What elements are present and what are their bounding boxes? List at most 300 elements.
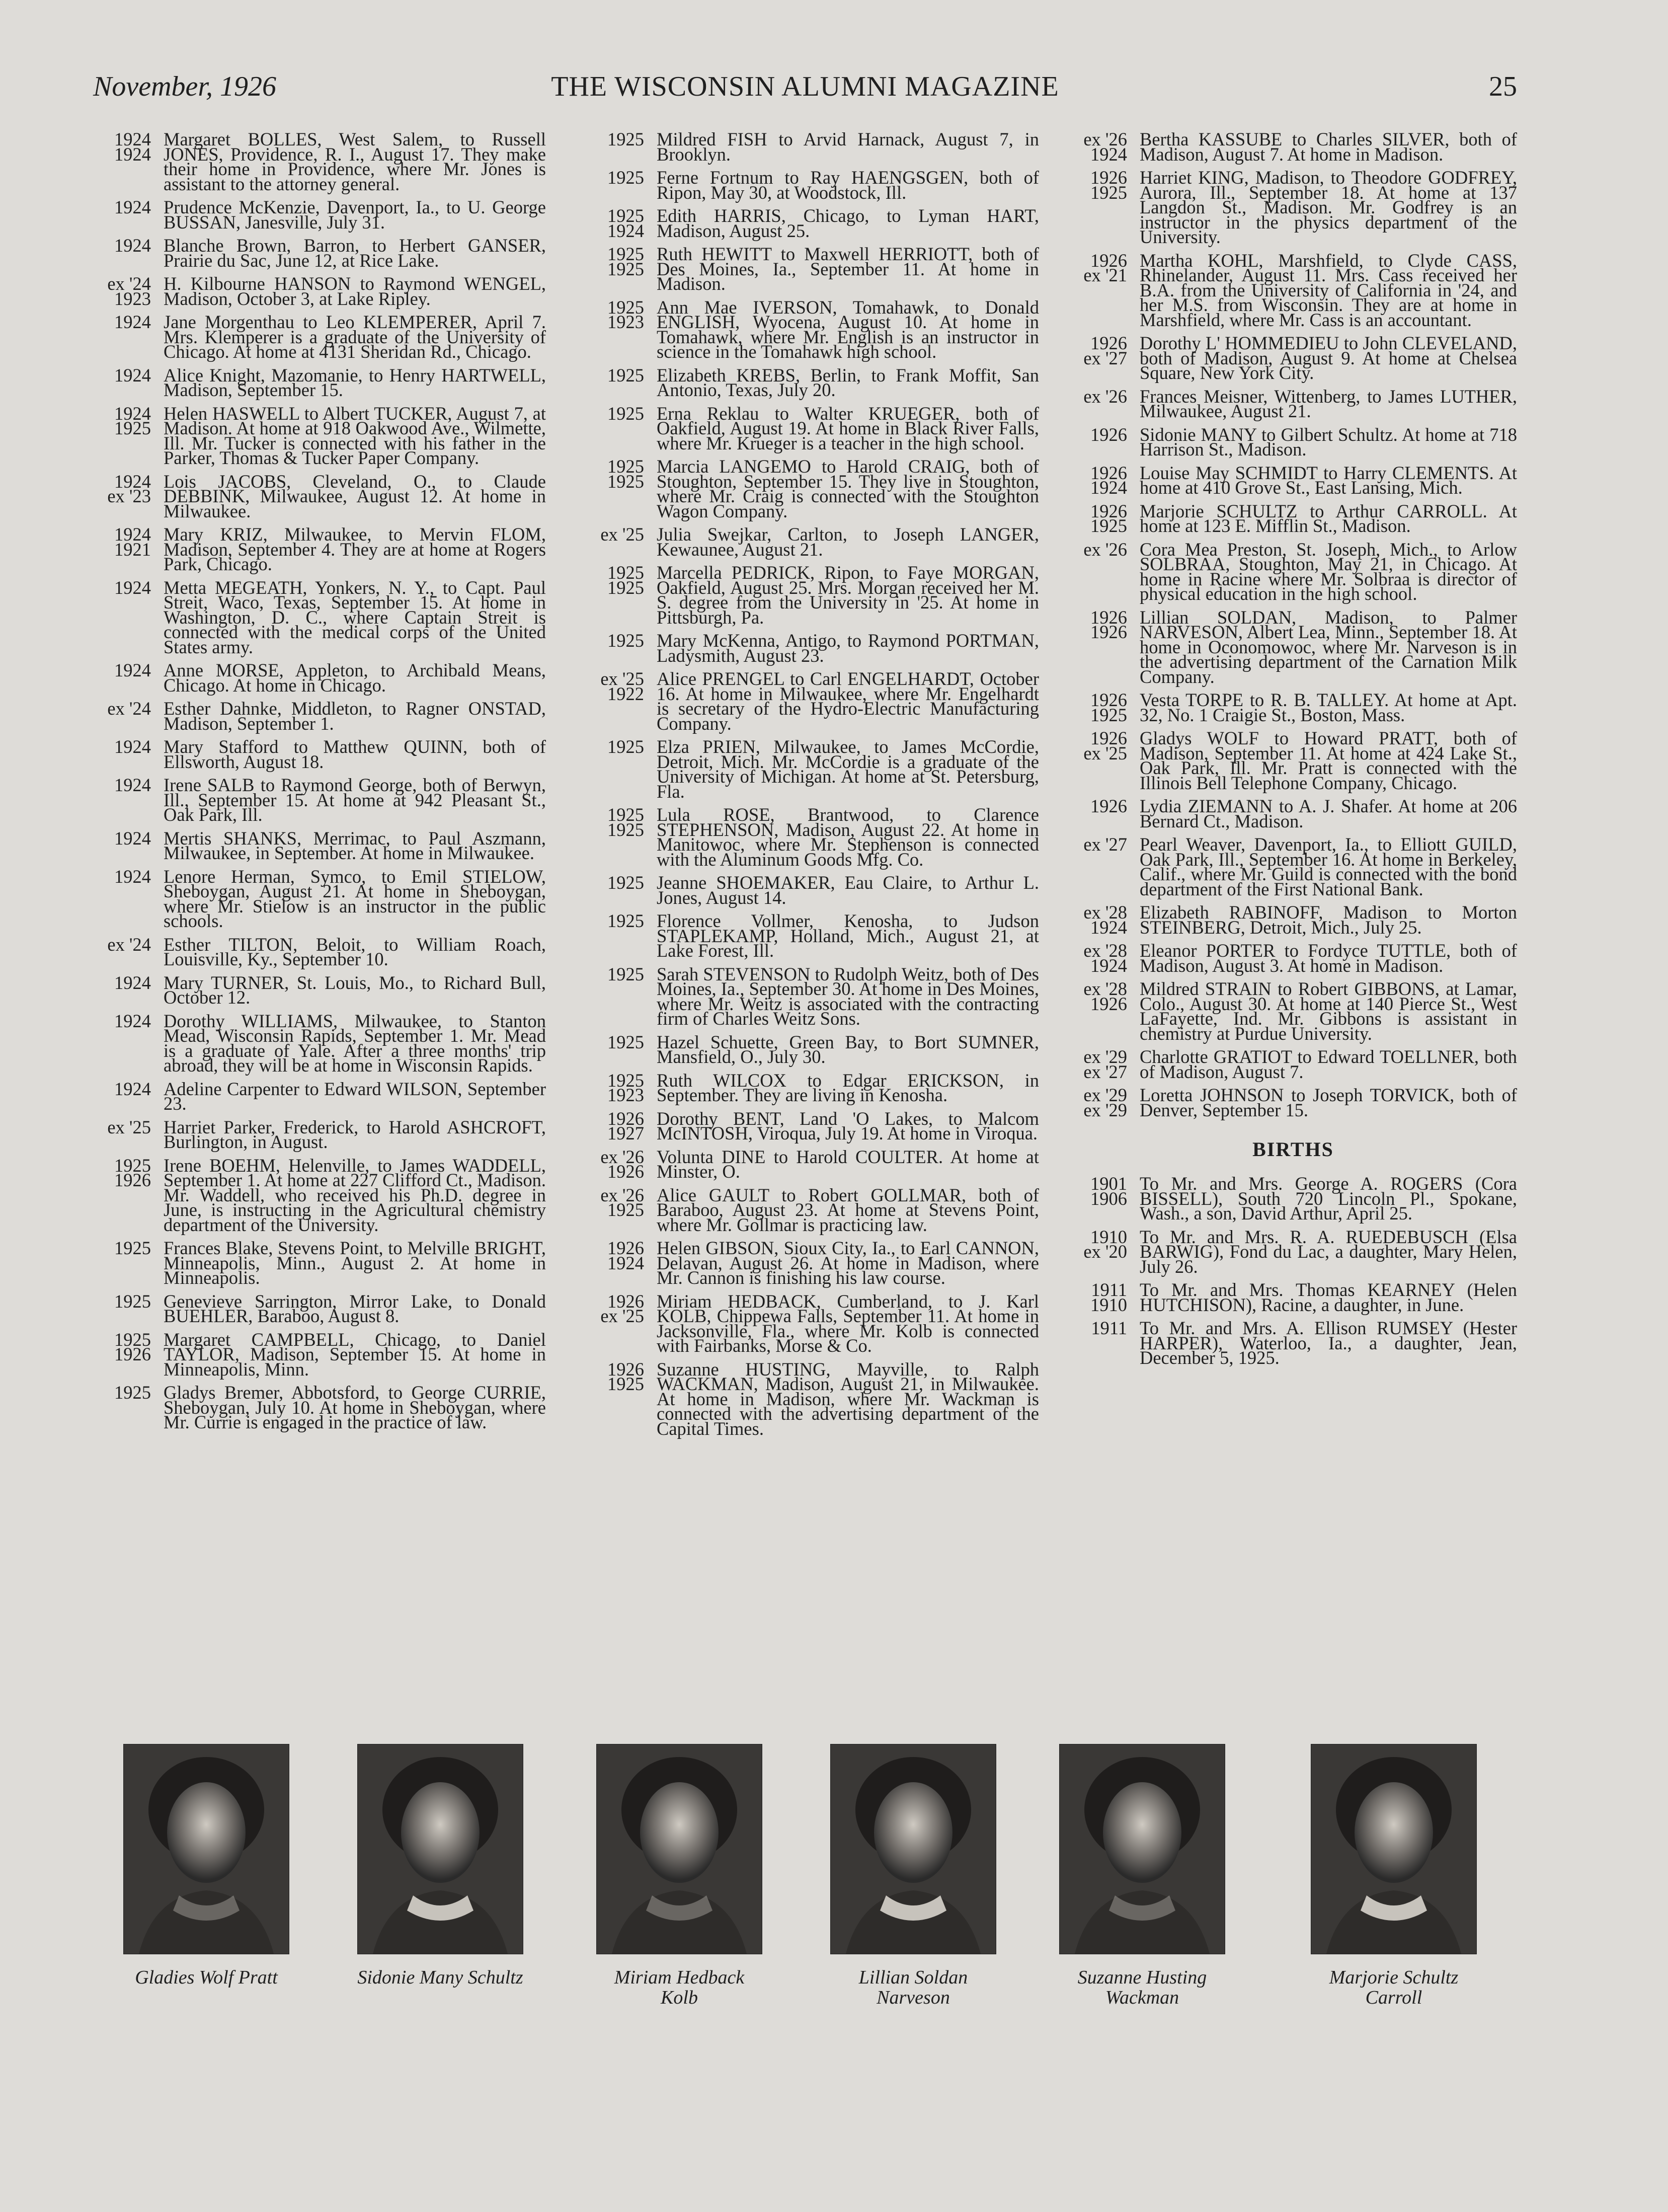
class-year: 1924 xyxy=(114,364,151,386)
class-year: 1925 xyxy=(607,403,644,424)
class-years xyxy=(1069,462,1140,498)
class-year: 1925 xyxy=(607,804,644,825)
marriage-entry xyxy=(586,630,1039,666)
announcement-text: Ann Mae IVERSON, Tomahawk, to Donald ENGLISH, Wyocena, August 10. At home in Tomahawk, where Mr. English is an instructor in science in the Tomahawk high school. xyxy=(657,296,1039,362)
portrait xyxy=(596,1744,762,2008)
announcement-text: To Mr. and Mrs. George A. ROGERS (Cora BISSELL), South 720 Lincoln Pl., Spokane, Wash., a son, David Arthur, April 25. xyxy=(1140,1173,1517,1224)
portrait-photo xyxy=(1059,1744,1225,1954)
marriage-entry xyxy=(93,273,546,309)
marriage-entry xyxy=(93,1010,546,1076)
class-years xyxy=(93,1238,164,1285)
class-years xyxy=(1069,796,1140,828)
class-years xyxy=(586,129,657,162)
class-year: ex '26 xyxy=(1083,539,1127,560)
class-year: 1926 xyxy=(607,1108,644,1129)
announcement-text: Sarah STEVENSON to Rudolph Weitz, both of Des Moines, Ia., September 30. At home in Des Moines, where Mr. Weitz is associated with the contracting firm of Charles Weitz Sons. xyxy=(657,963,1039,1029)
class-year: ex '26 xyxy=(600,1146,644,1167)
announcement-text: Anne MORSE, Appleton, to Archibald Means, Chicago. At home in Chicago. xyxy=(164,660,546,696)
class-year: ex '20 xyxy=(1083,1241,1127,1262)
marriage-entry xyxy=(586,1238,1039,1288)
class-years xyxy=(586,562,657,625)
class-year: 1911 xyxy=(1091,1318,1127,1338)
announcement-text: Lillian SOLDAN, Madison, to Palmer NARVESON, Albert Lea, Minn., September 18. At home in Oconomowoc, where Mr. Narveson is in the advertising department of the Carnation Milk Company. xyxy=(1140,606,1517,687)
class-year: ex '25 xyxy=(1083,742,1127,764)
marriage-entry xyxy=(1069,386,1517,421)
class-years xyxy=(586,364,657,398)
class-year: 1924 xyxy=(114,1010,151,1031)
class-year: 1923 xyxy=(607,312,644,332)
marriage-entry xyxy=(586,1070,1039,1105)
portrait-photo xyxy=(357,1744,523,1954)
marriage-entry xyxy=(586,403,1039,453)
marriage-entry xyxy=(93,471,546,521)
class-year: ex '24 xyxy=(107,273,151,294)
class-year: ex '21 xyxy=(1083,265,1127,285)
marriage-entry xyxy=(93,972,546,1008)
class-year: 1925 xyxy=(607,1070,644,1091)
class-year: 1924 xyxy=(114,235,151,256)
class-year: 1924 xyxy=(114,736,151,757)
portrait-photo xyxy=(123,1744,289,1954)
announcement-text: Harriet KING, Madison, to Theodore GODFREY, Aurora, Ill., September 18. At home at 137 Langdon St., Madison. Mr. Godfrey is an instructor in the physics department of the University. xyxy=(1140,167,1517,247)
portrait-photo xyxy=(1311,1744,1477,1954)
announcement-text: H. Kilbourne HANSON to Raymond WENGEL, Madison, October 3, at Lake Ripley. xyxy=(164,273,546,309)
class-years xyxy=(586,1146,657,1182)
marriage-entry xyxy=(93,775,546,825)
announcement-text: Adeline Carpenter to Edward WILSON, September 23. xyxy=(164,1078,546,1114)
class-years xyxy=(93,235,164,268)
class-year: 1924 xyxy=(114,471,151,492)
announcement-text: Genevieve Sarrington, Mirror Lake, to Donald BUEHLER, Baraboo, August 8. xyxy=(164,1290,546,1326)
marriage-entry xyxy=(93,1382,546,1432)
class-year: ex '28 xyxy=(1083,940,1127,961)
class-year: 1924 xyxy=(607,220,644,241)
class-year: 1924 xyxy=(114,197,151,217)
marriage-entry xyxy=(586,244,1039,294)
class-year: ex '28 xyxy=(1083,902,1127,923)
births-heading: BIRTHS xyxy=(1252,1138,1334,1161)
class-year: 1925 xyxy=(607,1199,644,1220)
marriage-entry xyxy=(1069,333,1517,383)
marriage-entry xyxy=(586,963,1039,1029)
class-years xyxy=(1069,333,1140,380)
class-year: 1924 xyxy=(114,660,151,680)
page-number: 25 xyxy=(1489,71,1517,102)
class-year: ex '26 xyxy=(1083,129,1127,149)
announcement-text: Pearl Weaver, Davenport, Ia., to Elliott GUILD, Oak Park, Ill., September 16. At home in Berkeley, Calif., where Mr. Guild is connected with the bond department of the First National Bank. xyxy=(1140,834,1517,899)
announcement-text: Louise May SCHMIDT to Harry CLEMENTS. At home at 410 Grove St., East Lansing, Mich. xyxy=(1140,462,1517,498)
class-year: ex '24 xyxy=(107,698,151,719)
birth-entry xyxy=(1069,1226,1517,1277)
class-year: 1925 xyxy=(607,630,644,651)
announcement-text: Hazel Schuette, Green Bay, to Bort SUMNER, Mansfield, O., July 30. xyxy=(657,1031,1039,1067)
class-years xyxy=(586,1358,657,1436)
marriage-entry xyxy=(93,312,546,362)
announcement-text: Frances Blake, Stevens Point, to Melville BRIGHT, Minneapolis, Minn., August 2. At home in Minneapolis. xyxy=(164,1238,546,1288)
class-years xyxy=(93,577,164,655)
class-year: 1924 xyxy=(114,972,151,993)
marriage-entry xyxy=(586,1146,1039,1182)
class-year: 1927 xyxy=(607,1123,644,1143)
class-year: 1925 xyxy=(607,129,644,149)
class-years xyxy=(93,736,164,769)
portrait-caption: Suzanne Husting Wackman xyxy=(1077,1967,1207,2008)
announcement-text: Esther Dahnke, Middleton, to Ragner ONSTAD, Madison, September 1. xyxy=(164,698,546,734)
class-year: 1924 xyxy=(114,312,151,332)
portrait xyxy=(1059,1744,1225,2008)
portrait xyxy=(123,1744,289,1988)
class-year: 1925 xyxy=(607,736,644,757)
announcement-text: Esther TILTON, Beloit, to William Roach, Louisville, Ky., September 10. xyxy=(164,934,546,969)
births-list xyxy=(1069,1173,1517,1368)
announcement-text: Loretta JOHNSON to Joseph TORVICK, both of Denver, September 15. xyxy=(1140,1085,1517,1120)
portrait-caption: Marjorie Schultz Carroll xyxy=(1329,1967,1459,2008)
marriage-entry xyxy=(1069,424,1517,460)
marriage-entry xyxy=(586,1358,1039,1439)
class-year: ex '26 xyxy=(1083,386,1127,407)
class-year: 1923 xyxy=(114,288,151,309)
announcement-text: Gladys WOLF to Howard PRATT, both of Madison, September 11. At home at 424 Lake St., Oak Park, Ill. Mr. Pratt is connected with the Illinois Bell Telephone Company, Chicago. xyxy=(1140,728,1517,793)
class-years xyxy=(586,403,657,451)
class-year: ex '28 xyxy=(1083,978,1127,999)
portrait-caption: Miriam Hedback Kolb xyxy=(614,1967,745,2008)
birth-entry xyxy=(1069,1279,1517,1315)
class-year: 1924 xyxy=(114,403,151,424)
class-years xyxy=(93,312,164,359)
announcement-text: Bertha KASSUBE to Charles SILVER, both of Madison, August 7. At home in Madison. xyxy=(1140,129,1517,165)
marriage-entry xyxy=(93,197,546,233)
marriage-entry xyxy=(1069,978,1517,1044)
announcement-text: Marcella PEDRICK, Ripon, to Faye MORGAN, Oakfield, August 25. Mrs. Morgan received her M. S. degree from the University in '25. At home in Pittsburgh, Pa. xyxy=(657,562,1039,628)
marriage-entry xyxy=(1069,606,1517,687)
class-year: 1925 xyxy=(114,1329,151,1350)
class-year: 1925 xyxy=(607,167,644,188)
class-years xyxy=(586,1290,657,1353)
class-years xyxy=(586,167,657,200)
announcement-text: Mary KRIZ, Milwaukee, to Mervin FLOM, Madison, September 4. They are at home at Rogers Park, Chicago. xyxy=(164,524,546,574)
class-years xyxy=(93,471,164,519)
class-year: 1926 xyxy=(607,1358,644,1380)
marriage-entry xyxy=(586,129,1039,165)
marriage-entry xyxy=(586,736,1039,802)
class-year: 1926 xyxy=(1090,250,1127,271)
class-years xyxy=(93,364,164,398)
class-year: 1926 xyxy=(114,1170,151,1190)
class-years xyxy=(586,205,657,241)
class-years xyxy=(93,866,164,929)
class-year: 1925 xyxy=(114,1238,151,1258)
marriages-continued xyxy=(1069,129,1517,1120)
marriage-entry xyxy=(586,910,1039,961)
class-year: 1925 xyxy=(1090,182,1127,203)
class-year: ex '25 xyxy=(107,1116,151,1137)
portrait xyxy=(830,1744,996,2008)
class-years xyxy=(1069,424,1140,457)
class-year: 1926 xyxy=(607,1238,644,1258)
class-year: 1921 xyxy=(114,539,151,560)
class-years xyxy=(1069,167,1140,245)
class-year: 1926 xyxy=(1090,500,1127,521)
marriage-entry xyxy=(93,1290,546,1326)
marriage-entry xyxy=(586,167,1039,203)
announcement-text: Mary McKenna, Antigo, to Raymond PORTMAN, Ladysmith, August 23. xyxy=(657,630,1039,666)
portrait xyxy=(357,1744,523,1988)
announcement-text: Cora Mea Preston, St. Joseph, Mich., to Arlow SOLBRAA, Stoughton, May 21, in Chicago. At home in Racine where Mr. Solbraa is director of physical education in the high school. xyxy=(1140,539,1517,604)
marriage-entry xyxy=(93,524,546,574)
marriage-entry xyxy=(93,577,546,657)
announcement-text: Dorothy WILLIAMS, Milwaukee, to Stanton Mead, Wisconsin Rapids, September 1. Mr. Mead is a graduate of Yale. After a three months' trip abroad, they will be at home in Wisconsin Rapids. xyxy=(164,1010,546,1076)
birth-entry xyxy=(1069,1173,1517,1224)
marriage-entry xyxy=(93,1329,546,1380)
announcement-text: Eleanor PORTER to Fordyce TUTTLE, both of Madison, August 3. At home in Madison. xyxy=(1140,940,1517,976)
announcement-text: Lydia ZIEMANN to A. J. Shafer. At home at 206 Bernard Ct., Madison. xyxy=(1140,796,1517,831)
announcement-text: Erna Reklau to Walter KRUEGER, both of Oakfield, August 19. At home in Black River Falls, where Mr. Krueger is a teacher in the high school. xyxy=(657,403,1039,453)
class-year: 1925 xyxy=(114,1290,151,1312)
class-years xyxy=(93,1010,164,1073)
class-years xyxy=(1069,386,1140,419)
announcement-text: Lenore Herman, Symco, to Emil STIELOW, Sheboygan, August 21. At home in Sheboygan, where Mr. Stielow is an instructor in the public schools. xyxy=(164,866,546,931)
marriage-entry xyxy=(586,296,1039,362)
class-years xyxy=(586,296,657,359)
marriage-entry xyxy=(586,872,1039,908)
marriage-entry xyxy=(1069,500,1517,536)
class-year: 1925 xyxy=(607,258,644,279)
class-years xyxy=(1069,978,1140,1041)
marriage-entry xyxy=(1069,462,1517,498)
class-year: 1926 xyxy=(1090,424,1127,445)
marriage-entry xyxy=(586,524,1039,560)
marriage-entry xyxy=(586,364,1039,400)
class-years xyxy=(93,197,164,230)
announcement-text: Irene SALB to Raymond George, both of Berwyn, Ill., September 15. At home at 942 Pleasant St., Oak Park, Ill. xyxy=(164,775,546,825)
class-year: 1925 xyxy=(607,205,644,226)
class-years xyxy=(1069,250,1140,328)
class-year: 1925 xyxy=(607,819,644,840)
class-years xyxy=(1069,1085,1140,1120)
column-3 xyxy=(1069,129,1517,1374)
marriage-entry xyxy=(1069,940,1517,976)
announcement-text: Marjorie SCHULTZ to Arthur CARROLL. At home at 123 E. Mifflin St., Madison. xyxy=(1140,500,1517,536)
class-years xyxy=(586,1031,657,1064)
class-years xyxy=(586,963,657,1026)
class-year: 1911 xyxy=(1091,1279,1127,1300)
class-year: ex '23 xyxy=(107,486,151,506)
marriage-entry xyxy=(1069,1085,1517,1120)
class-year: 1922 xyxy=(607,683,644,704)
marriage-entry xyxy=(93,866,546,931)
class-year: 1924 xyxy=(114,577,151,598)
class-year: 1910 xyxy=(1090,1226,1127,1247)
announcement-text: Elza PRIEN, Milwaukee, to James McCordie, Detroit, Mich. Mr. McCordie is a graduate of the University of Michigan. At home at St. Petersburg, Fla. xyxy=(657,736,1039,802)
class-year: 1926 xyxy=(114,1344,151,1364)
class-years xyxy=(586,1184,657,1233)
class-years xyxy=(1069,834,1140,896)
class-years xyxy=(93,1382,164,1430)
class-years xyxy=(586,456,657,518)
class-year: 1926 xyxy=(1090,333,1127,353)
class-year: 1926 xyxy=(1090,690,1127,710)
class-years xyxy=(93,524,164,572)
marriage-entry xyxy=(93,235,546,271)
page-header xyxy=(93,70,1517,106)
announcement-text: Martha KOHL, Marshfield, to Clyde CASS, Rhinelander, August 11. Mrs. Cass received her B.A. from the University of California in '24, and her M.S. from Wisconsin. They are at home in Marshfield, where Mr. Cass is an accountant. xyxy=(1140,250,1517,330)
marriage-entry xyxy=(93,364,546,400)
class-year: ex '25 xyxy=(600,1306,644,1326)
class-year: 1926 xyxy=(1090,993,1127,1014)
marriage-entry xyxy=(1069,728,1517,793)
class-years xyxy=(586,1070,657,1105)
marriage-entry xyxy=(586,1184,1039,1235)
announcement-text: To Mr. and Mrs. Thomas KEARNEY (Helen HUTCHISON), Racine, a daughter, in June. xyxy=(1140,1279,1517,1315)
announcement-text: Lois JACOBS, Cleveland, O., to Claude DEBBINK, Milwaukee, August 12. At home in Milwaukee. xyxy=(164,471,546,521)
class-year: 1926 xyxy=(1090,622,1127,642)
class-year: 1925 xyxy=(1090,515,1127,536)
class-year: 1925 xyxy=(607,1374,644,1394)
class-year: 1925 xyxy=(607,910,644,931)
class-year: ex '25 xyxy=(600,668,644,689)
marriage-entry xyxy=(93,827,546,863)
class-years xyxy=(1069,606,1140,684)
class-year: 1924 xyxy=(114,129,151,149)
class-years xyxy=(93,129,164,191)
announcement-text: Sidonie MANY to Gilbert Schultz. At home at 718 Harrison St., Madison. xyxy=(1140,424,1517,460)
class-year: ex '24 xyxy=(107,934,151,955)
class-year: 1926 xyxy=(607,1161,644,1182)
class-years xyxy=(1069,690,1140,725)
class-year: 1926 xyxy=(1090,796,1127,816)
class-year: 1925 xyxy=(607,244,644,264)
class-years xyxy=(1069,940,1140,976)
announcement-text: Mertis SHANKS, Merrimac, to Paul Aszmann, Milwaukee, in September. At home in Milwaukee. xyxy=(164,827,546,863)
class-years xyxy=(93,827,164,861)
announcement-text: Jane Morgenthau to Leo KLEMPERER, April 7. Mrs. Klemperer is a graduate of the University of Chicago. At home at 4131 Sheridan Rd., Chicago. xyxy=(164,312,546,362)
marriage-entry xyxy=(586,562,1039,628)
announcement-text: Mary Stafford to Matthew QUINN, both of Ellsworth, August 18. xyxy=(164,736,546,772)
issue-date: November, 1926 xyxy=(93,71,276,102)
announcement-text: Jeanne SHOEMAKER, Eau Claire, to Arthur L. Jones, August 14. xyxy=(657,872,1039,908)
class-years xyxy=(1069,129,1140,165)
announcement-text: Harriet Parker, Frederick, to Harold ASHCROFT, Burlington, in August. xyxy=(164,1116,546,1152)
announcement-text: Gladys Bremer, Abbotsford, to George CURRIE, Sheboygan, July 10. At home in Sheboygan, where Mr. Currie is engaged in the practice of law. xyxy=(164,1382,546,1432)
marriage-entry xyxy=(93,698,546,734)
announcement-text: To Mr. and Mrs. A. Ellison RUMSEY (Hester HARPER), Waterloo, Ia., a daughter, Jean, December 5, 1925. xyxy=(1140,1318,1517,1368)
magazine-title: THE WISCONSIN ALUMNI MAGAZINE xyxy=(551,71,1059,102)
marriage-entry xyxy=(586,456,1039,521)
announcement-text: Metta MEGEATH, Yonkers, N. Y., to Capt. Paul Streit, Waco, Texas, September 15. At home in Washington, D. C., where Captain Streit is connected with the medical corps of the United States army. xyxy=(164,577,546,657)
class-year: ex '27 xyxy=(1083,347,1127,368)
class-year: 1925 xyxy=(607,872,644,893)
class-years xyxy=(93,698,164,731)
class-year: 1924 xyxy=(1090,143,1127,165)
class-years xyxy=(586,736,657,799)
class-year: 1925 xyxy=(114,1155,151,1176)
class-year: 1925 xyxy=(607,364,644,386)
announcement-text: Margaret BOLLES, West Salem, to Russell JONES, Providence, R. I., August 17. They make their home in Providence, where Mr. Jones is assistant to the attorney general. xyxy=(164,129,546,194)
class-years xyxy=(93,1078,164,1111)
class-year: 1925 xyxy=(114,418,151,438)
class-year: 1924 xyxy=(1090,917,1127,938)
class-years xyxy=(1069,1318,1140,1365)
class-year: 1906 xyxy=(1090,1188,1127,1209)
class-year: 1901 xyxy=(1090,1173,1127,1194)
class-year: 1924 xyxy=(607,1252,644,1273)
announcement-text: Irene BOEHM, Helenville, to James WADDELL, September 1. At home at 227 Clifford Ct., Madison. Mr. Waddell, who received his Ph.D. degree in June, is instructing in the Agricultural chemistry department of the University. xyxy=(164,1155,546,1235)
announcement-text: To Mr. and Mrs. R. A. RUEDEBUSCH (Elsa BARWIG), Fond du Lac, a daughter, Mary Helen, July 26. xyxy=(1140,1226,1517,1277)
marriage-entry xyxy=(93,1078,546,1114)
class-year: 1924 xyxy=(1090,955,1127,976)
class-year: 1923 xyxy=(607,1085,644,1105)
class-year: 1926 xyxy=(1090,462,1127,483)
class-years xyxy=(93,972,164,1005)
marriage-entry xyxy=(93,934,546,969)
marriage-entry xyxy=(586,1108,1039,1143)
announcement-text: Charlotte GRATIOT to Edward TOELLNER, both of Madison, August 7. xyxy=(1140,1046,1517,1082)
announcement-text: Julia Swejkar, Carlton, to Joseph LANGER, Kewaunee, August 21. xyxy=(657,524,1039,560)
marriage-entry xyxy=(93,1116,546,1152)
class-years xyxy=(1069,1226,1140,1274)
announcement-text: Lula ROSE, Brantwood, to Clarence STEPHENSON, Madison, August 22. At home in Manitowoc, where Mr. Stephenson is connected with the Aluminum Goods Mfg. Co. xyxy=(657,804,1039,870)
class-year: 1926 xyxy=(1090,167,1127,188)
announcement-text: Mary TURNER, St. Louis, Mo., to Richard Bull, October 12. xyxy=(164,972,546,1008)
class-year: ex '29 xyxy=(1083,1085,1127,1105)
marriage-entry xyxy=(586,1031,1039,1067)
class-year: 1924 xyxy=(114,143,151,165)
class-years xyxy=(586,630,657,663)
class-year: 1926 xyxy=(1090,606,1127,628)
class-year: ex '26 xyxy=(600,1184,644,1205)
announcement-text: Prudence McKenzie, Davenport, Ia., to U. George BUSSAN, Janesville, July 31. xyxy=(164,197,546,233)
announcement-text: Elizabeth RABINOFF, Madison to Morton STEINBERG, Detroit, Mich., July 25. xyxy=(1140,902,1517,938)
class-years xyxy=(93,1116,164,1150)
class-year: 1925 xyxy=(607,1031,644,1052)
class-year: 1925 xyxy=(607,963,644,984)
marriage-entry xyxy=(1069,129,1517,165)
class-year: ex '25 xyxy=(600,524,644,545)
announcement-text: Helen HASWELL to Albert TUCKER, August 7, at Madison. At home at 918 Oakwood Ave., Wilmette, Ill. Mr. Tucker is connected with his father in the Parker, Thomas & Tucker Paper Company. xyxy=(164,403,546,468)
class-years xyxy=(586,872,657,905)
class-year: 1926 xyxy=(607,1290,644,1312)
class-year: 1924 xyxy=(114,1078,151,1099)
class-year: 1925 xyxy=(607,456,644,477)
class-years xyxy=(93,403,164,466)
column-1 xyxy=(93,129,546,1438)
marriage-entry xyxy=(1069,902,1517,938)
announcement-text: Florence Vollmer, Kenosha, to Judson STAPLEKAMP, Holland, Mich., August 21, at Lake Forest, Ill. xyxy=(657,910,1039,961)
birth-entry xyxy=(1069,1318,1517,1368)
announcement-text: Marcia LANGEMO to Harold CRAIG, both of Stoughton, September 15. They live in Stoughton, where Mr. Craig is connected with the Stoughton Wagon Company. xyxy=(657,456,1039,521)
class-years xyxy=(1069,902,1140,938)
announcement-text: Alice Knight, Mazomanie, to Henry HARTWELL, Madison, September 15. xyxy=(164,364,546,400)
marriage-entry xyxy=(586,804,1039,870)
class-years xyxy=(1069,539,1140,601)
announcement-text: Edith HARRIS, Chicago, to Lyman HART, Madison, August 25. xyxy=(657,205,1039,241)
class-years xyxy=(586,244,657,291)
marriage-entry xyxy=(1069,1046,1517,1082)
column-2 xyxy=(586,129,1039,1444)
announcement-text: Vesta TORPE to R. B. TALLEY. At home at Apt. 32, No. 1 Craigie St., Boston, Mass. xyxy=(1140,690,1517,725)
marriage-entry xyxy=(93,1155,546,1235)
marriage-entry xyxy=(1069,690,1517,725)
class-years xyxy=(93,934,164,967)
class-years xyxy=(586,1108,657,1143)
class-year: 1924 xyxy=(114,775,151,795)
portrait-caption: Lillian Soldan Narveson xyxy=(858,1967,968,2008)
marriage-entry xyxy=(1069,796,1517,831)
class-years xyxy=(93,1290,164,1324)
marriage-entry xyxy=(1069,539,1517,604)
announcement-text: Ruth WILCOX to Edgar ERICKSON, in September. They are living in Kenosha. xyxy=(657,1070,1039,1105)
announcement-text: Elizabeth KREBS, Berlin, to Frank Moffit, San Antonio, Texas, July 20. xyxy=(657,364,1039,400)
